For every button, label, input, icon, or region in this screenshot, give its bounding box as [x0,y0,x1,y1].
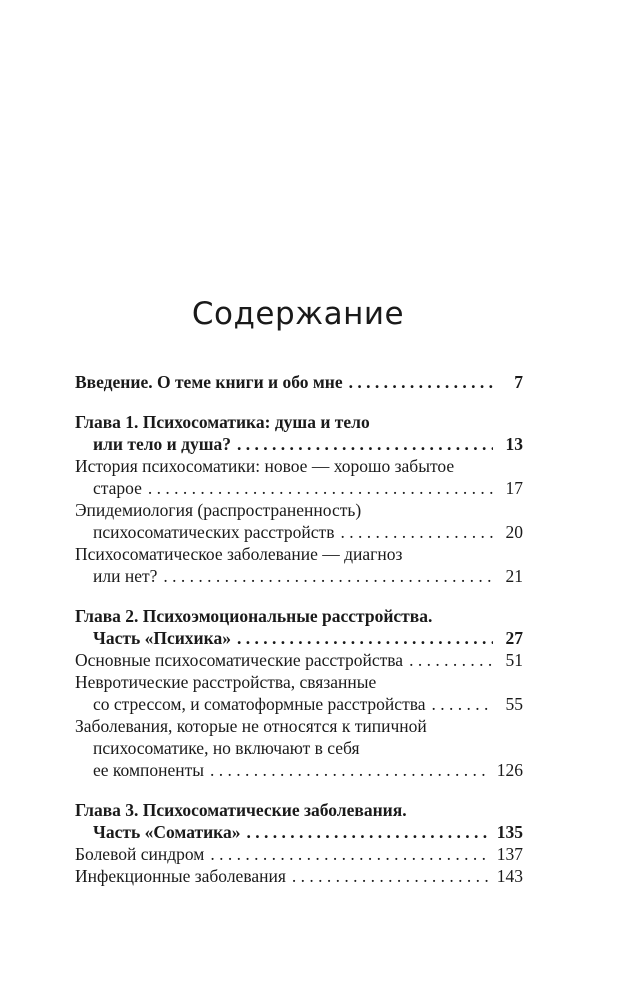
toc-page-number: 20 [505,522,523,542]
toc-page-number: 137 [496,844,523,864]
toc-page-number: 135 [496,822,523,842]
table-of-contents [75,371,523,887]
page-title: Содержание [191,296,405,332]
toc-page-number: 17 [505,478,523,498]
toc-entry-text: Глава 3. Психосоматические заболевания. [75,800,407,820]
toc-entry-text: Часть «Соматика» [93,822,241,842]
toc-section-entry[interactable] [75,455,523,499]
toc-entry-text: История психосоматики: новое — хорошо забытое [75,456,455,476]
toc-section-entry[interactable] [75,499,523,543]
toc-page-number: 27 [505,628,523,648]
toc-entry-text: со стрессом, и соматоформные расстройства [93,694,426,714]
toc-entry-text: Глава 1. Психосоматика: душа и тело [75,412,370,432]
toc-chapter-entry[interactable] [75,411,523,455]
dot-leader [204,843,488,865]
toc-entry-text: Болевой синдром [75,844,205,864]
toc-section-entry[interactable] [75,671,523,715]
toc-entry-text: старое [93,478,142,498]
toc-entry-text: ее компоненты [93,760,205,780]
toc-entry-text: Введение. О теме книги и обо мне [75,372,343,392]
toc-entry-text: психосоматике, но включают в себя [93,738,360,758]
dot-leader [157,565,493,587]
dot-leader [231,627,493,649]
toc-entry-text: Часть «Психика» [93,628,231,648]
toc-entry-text: Инфекционные заболевания [75,866,286,886]
toc-entry-text: или тело и душа? [93,434,232,454]
dot-leader [231,433,493,455]
toc-entry-text: Психосоматическое заболевание — диагноз [75,544,403,564]
toc-page-number: 55 [505,694,523,714]
toc-section-entry[interactable] [75,715,523,781]
toc-section-entry[interactable] [75,865,523,887]
toc-entry-text: Глава 2. Психоэмоциональные расстройства. [75,606,433,626]
toc-section-entry[interactable] [75,649,523,671]
toc-section-entry[interactable] [75,543,523,587]
toc-entry-text: Заболевания, которые не относятся к типичной [75,716,427,736]
toc-entry-text: Эпидемиология (распространенность) [75,500,362,520]
dot-leader [142,477,493,499]
dot-leader [343,371,493,393]
dot-leader [334,521,493,543]
dot-leader [426,693,493,715]
toc-page-number: 143 [496,866,523,886]
dot-leader [241,821,489,843]
toc-page-number: 13 [505,434,523,454]
dot-leader [204,759,489,781]
toc-entry-text: или нет? [93,566,158,586]
toc-entry-text: Невротические расстройства, связанные [75,672,377,692]
toc-page-number: 51 [505,650,523,670]
toc-page-number: 7 [514,372,523,392]
toc-chapter-entry[interactable] [75,371,523,393]
toc-page-number: 126 [496,760,523,780]
toc-entry-text: психосоматических расстройств [93,522,335,542]
toc-section-entry[interactable] [75,843,523,865]
toc-chapter-entry[interactable] [75,799,523,843]
toc-chapter-entry[interactable] [75,605,523,649]
dot-leader [403,649,493,671]
dot-leader [286,865,489,887]
toc-entry-text: Основные психосоматические расстройства [75,650,404,670]
toc-page-number: 21 [505,566,523,586]
